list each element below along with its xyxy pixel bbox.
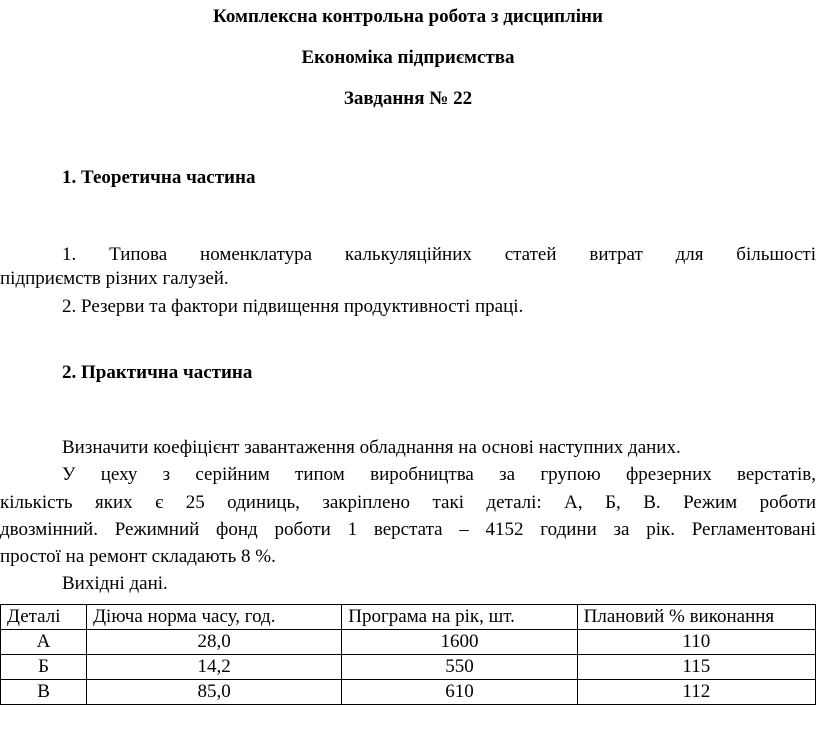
task-paragraph-line-4: простої на ремонт складають 8 %. bbox=[0, 546, 276, 567]
header-plan-percent: Плановий % виконання bbox=[577, 605, 815, 630]
theory-item-2-text: Резерви та фактори підвищення продуктивності праці. bbox=[81, 296, 524, 317]
header-parts: Деталі bbox=[1, 605, 87, 630]
theory-item-1-number: 1. bbox=[62, 244, 77, 265]
source-data-label: Вихідні дані. bbox=[62, 573, 168, 594]
header-annual-program: Програма на рік, шт. bbox=[342, 605, 577, 630]
cell-program: 610 bbox=[342, 680, 577, 705]
header-time-norm: Діюча норма часу, год. bbox=[87, 605, 342, 630]
source-data-table bbox=[0, 604, 816, 705]
cell-part: А bbox=[1, 630, 87, 655]
task-intro: Визначити коефіцієнт завантаження обладнання на основі наступних даних. bbox=[62, 437, 681, 458]
table-row bbox=[1, 680, 816, 705]
task-paragraph-line-3: двозмінний. Режимний фонд роботи 1 верстата – 4152 години за рік. Регламентовані bbox=[0, 519, 816, 540]
theory-item-2 bbox=[62, 296, 523, 318]
table-row bbox=[1, 655, 816, 680]
theory-item-1-line-2: підприємств різних галузей. bbox=[0, 268, 229, 289]
task-paragraph-line-1: У цеху з серійним типом виробництва за групою фрезерних верстатів, bbox=[62, 464, 816, 485]
task-paragraph-line-2: кількість яких є 25 одиниць, закріплено такі деталі: А, Б, В. Режим роботи bbox=[0, 492, 816, 513]
cell-plan-percent: 110 bbox=[577, 630, 815, 655]
theory-item-2-number: 2. bbox=[62, 296, 77, 317]
cell-time-norm: 85,0 bbox=[87, 680, 342, 705]
section-1-title: 1. Теоретична частина bbox=[62, 167, 256, 188]
task-number: Завдання № 22 bbox=[343, 88, 473, 109]
cell-program: 550 bbox=[342, 655, 577, 680]
theory-item-1-text: Типова номенклатура калькуляційних статей витрат для більшості bbox=[109, 244, 816, 265]
cell-part: В bbox=[1, 680, 87, 705]
cell-time-norm: 28,0 bbox=[87, 630, 342, 655]
theory-item-1-line-1 bbox=[62, 244, 816, 266]
cell-plan-percent: 112 bbox=[577, 680, 815, 705]
document-title-line-1: Комплексна контрольна робота з дисципліни bbox=[213, 6, 603, 27]
cell-plan-percent: 115 bbox=[577, 655, 815, 680]
table-header-row bbox=[1, 605, 816, 630]
section-2-title: 2. Практична частина bbox=[62, 362, 253, 383]
cell-time-norm: 14,2 bbox=[87, 655, 342, 680]
cell-program: 1600 bbox=[342, 630, 577, 655]
cell-part: Б bbox=[1, 655, 87, 680]
table-row bbox=[1, 630, 816, 655]
subject-title: Економіка підприємства bbox=[301, 47, 515, 68]
